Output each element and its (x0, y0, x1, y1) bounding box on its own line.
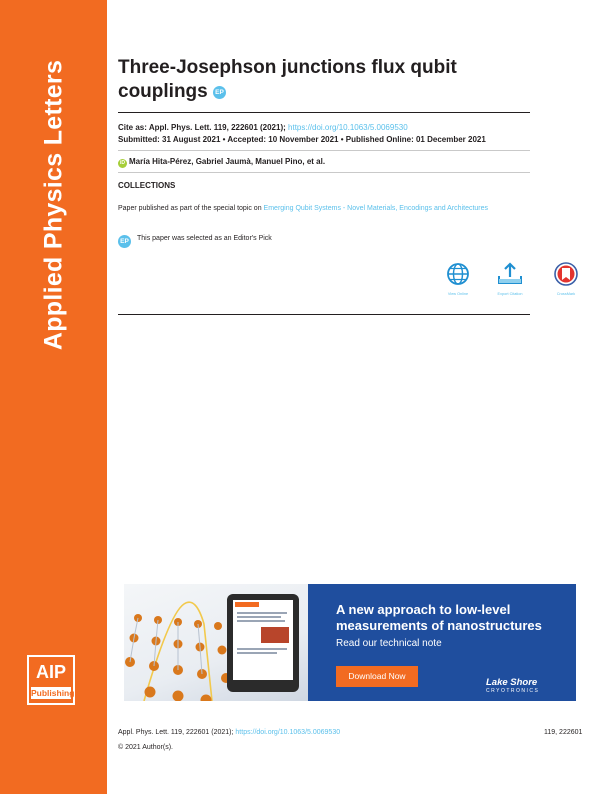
view-online-button[interactable] (436, 262, 480, 296)
crossmark-button[interactable] (544, 262, 588, 296)
ad-headline-line-1: A new approach to low-level (336, 602, 511, 617)
author-names[interactable]: María Hita-Pérez, Gabriel Jaumà, Manuel Pino, et al. (129, 157, 326, 166)
tablet-header-bar (235, 602, 259, 607)
authors-divider (118, 172, 530, 173)
logo-publishing-text: Publishing (31, 688, 75, 698)
editors-pick-icon: EP (213, 86, 226, 99)
article-title (118, 56, 518, 104)
special-topic-link[interactable]: Emerging Qubit Systems - Novel Materials, Encodings and Architectures (263, 205, 489, 212)
author-list (118, 157, 325, 168)
logo-aip-text: AIP (35, 662, 66, 682)
cite-label: Cite as: Appl. Phys. Lett. 119, 222601 (2021); (118, 123, 286, 132)
ad-illustration (124, 584, 308, 701)
export-icon (497, 262, 523, 286)
ad-subline: Read our technical note (336, 638, 442, 649)
footer-doi-link[interactable]: https://doi.org/10.1063/5.0069530 (235, 729, 341, 736)
tablet-text-line (237, 652, 277, 654)
globe-icon (446, 262, 470, 286)
export-citation-label: Export Citation (497, 292, 523, 296)
brand-name: Lake Shore (486, 677, 538, 688)
doi-link[interactable]: https://doi.org/10.1063/5.0069530 (288, 123, 408, 132)
title-divider (118, 112, 530, 113)
header-bottom-divider (118, 314, 530, 315)
tablet-screen (233, 600, 293, 680)
ad-tablet-image (227, 594, 299, 692)
collections-heading: COLLECTIONS (118, 181, 176, 190)
journal-sidebar (0, 0, 107, 794)
ad-headline-line-2: measurements of nanostructures (336, 618, 542, 633)
aip-publishing-logo[interactable] (27, 655, 75, 705)
lake-shore-logo (486, 678, 539, 695)
publication-dates: Submitted: 31 August 2021 • Accepted: 10 November 2021 • Published Online: 01 December 2021 (118, 135, 486, 144)
ad-headline (336, 602, 542, 634)
tablet-text-line (237, 648, 287, 650)
download-now-button[interactable]: Download Now (336, 666, 418, 687)
topic-prefix: Paper published as part of the special topic on (118, 205, 262, 212)
orcid-icon[interactable]: iD (120, 160, 125, 166)
dates-divider (118, 150, 530, 151)
export-citation-button[interactable] (488, 262, 532, 296)
editors-pick-icon: EP (118, 235, 131, 248)
crossmark-label: CrossMark (556, 292, 576, 296)
footer-page-number: 119, 222601 (544, 729, 583, 736)
article-title-text: Three-Josephson junctions flux qubit couplings (118, 57, 457, 102)
editors-pick-note (118, 234, 272, 248)
editors-pick-text: This paper was selected as an Editor's Pick (137, 235, 272, 242)
citation-line (118, 122, 408, 133)
special-topic-note (118, 204, 538, 214)
tablet-text-line (237, 612, 287, 614)
tablet-text-line (237, 620, 285, 622)
footer-citation (118, 729, 340, 736)
brand-subtitle: CRYOTRONICS (486, 688, 540, 694)
tablet-figure (261, 627, 289, 643)
crossmark-icon (554, 262, 578, 286)
view-online-label: View Online (447, 292, 469, 296)
footer-copyright: © 2021 Author(s). (118, 744, 173, 751)
advertisement-banner[interactable] (124, 584, 576, 701)
tablet-text-line (237, 616, 281, 618)
footer-cite-text: Appl. Phys. Lett. 119, 222601 (2021); (118, 729, 234, 736)
journal-name: Applied Physics Letters (39, 59, 68, 351)
